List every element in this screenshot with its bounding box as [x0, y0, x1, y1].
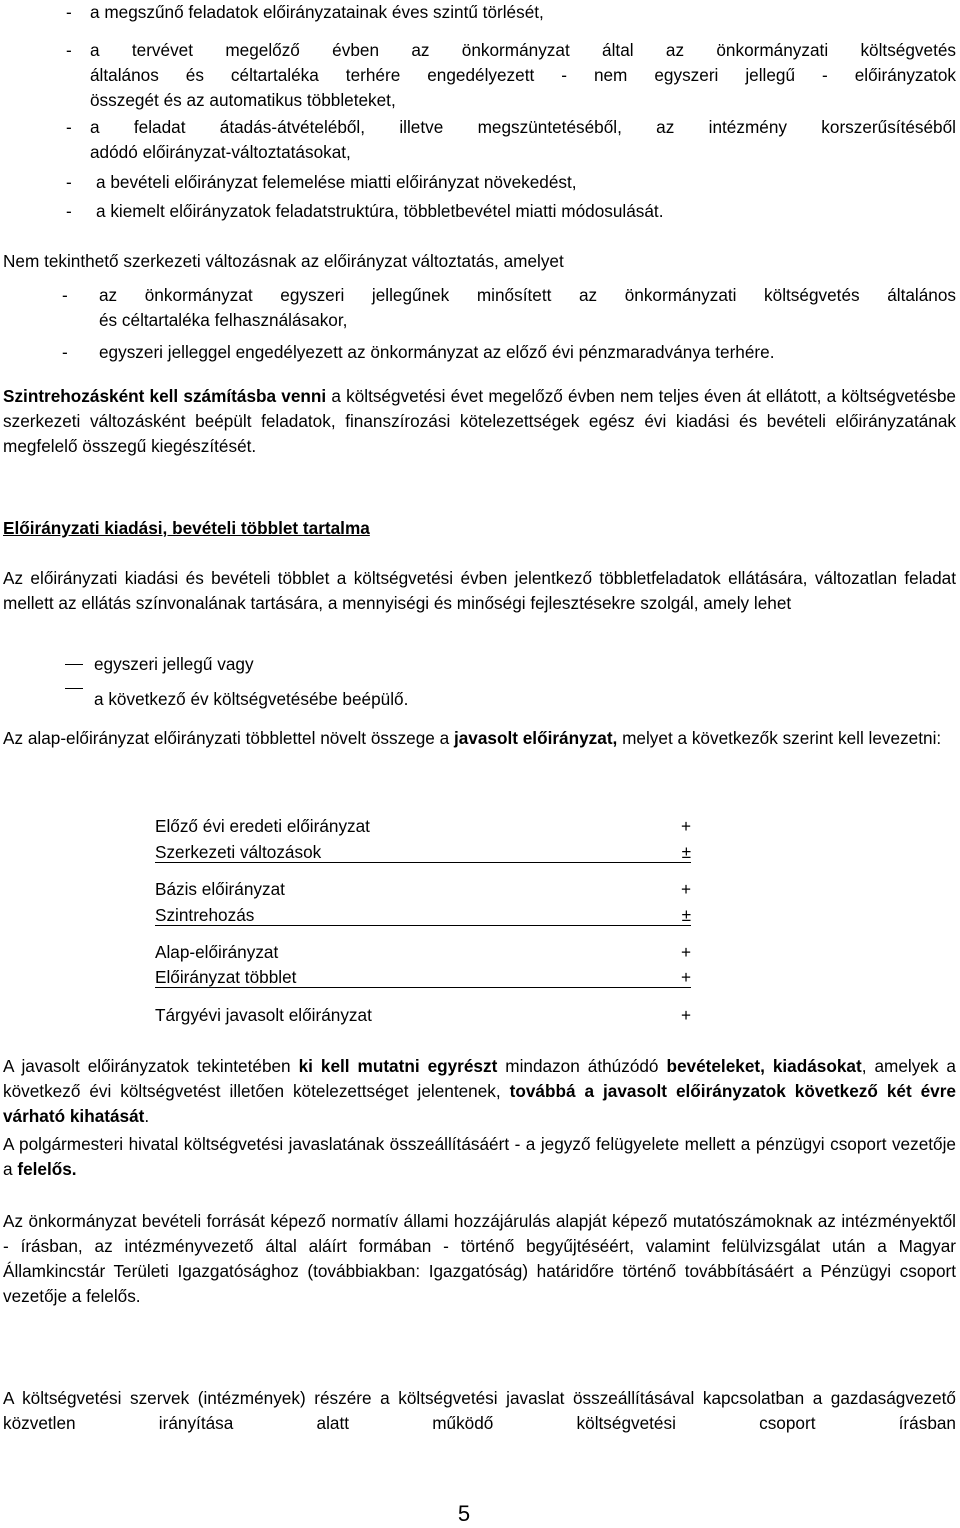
javasolt-bold: továbbá a javasolt előirányzatok következő két évre várható kihatását: [3, 1081, 956, 1126]
paragraph-polgarmesteri: [3, 1132, 956, 1182]
list-item: az önkormányzat egyszeri jellegűnek minősített az önkormányzati költségvetés általános: [99, 285, 956, 305]
javasolt-text: , amelyek a következő évi költségvetést illetően kötelezettséget jelentenek,: [3, 1056, 956, 1101]
list-item-dash: -: [66, 201, 72, 221]
list-item: a kiemelt előirányzatok feladatstruktúra, többletbevétel miatti módosulását.: [96, 201, 664, 221]
calc-label: Tárgyévi javasolt előirányzat: [155, 1005, 372, 1025]
list-item-line: összegét és az automatikus többleteket,: [90, 90, 396, 110]
page-number: 5: [457, 1501, 471, 1526]
calc-label: Előirányzat többlet: [155, 967, 297, 987]
szintrehozas-text: a költségvetési évet megelőző évben nem teljes éven át ellátott, a költségvetésbe szerkezeti változásként beépült feladatok, finanszírozási kötelezettségek egész évi kiadási és bevételi előirányzatának megfelelő összegű kiegészítését.: [3, 386, 956, 456]
list-item-dash: [65, 688, 83, 689]
list-item: egyszeri jelleggel engedélyezett az önkormányzat az előző évi pénzmaradványa terhére.: [99, 342, 775, 362]
list-item: a feladat átadás-átvételéből, illetve megszüntetéséből, az intézmény korszerűsítéséből: [90, 117, 956, 137]
calc-operator: ±: [681, 905, 691, 925]
calc-label: Szintrehozás: [155, 905, 255, 925]
list-item-dash: [65, 664, 83, 665]
paragraph-szervek: A költségvetési szervek (intézmények) részére a költségvetési javaslat összeállításával kapcsolatban a gazdaságvezető közvetlen irányítása alatt működő költségvetési csoport írásban: [3, 1388, 956, 1433]
calc-row: [155, 940, 691, 965]
list-item-line: általános és céltartaléka terhére engedélyezett - nem egyszeri jellegű - előirányzatok: [90, 65, 956, 85]
calc-row: [155, 877, 691, 902]
paragraph-szintrehozas: [3, 384, 956, 459]
calc-label: Előző évi eredeti előirányzat: [155, 816, 370, 836]
list-item: a tervévet megelőző évben az önkormányzat által az önkormányzati költségvetés: [90, 40, 956, 60]
list-item-dash: -: [66, 117, 72, 137]
javasolt-text: A javasolt előirányzatok tekintetében: [3, 1056, 299, 1076]
list-item: a bevételi előirányzat felemelése miatti előirányzat növekedést,: [96, 172, 577, 192]
alap-bold: javasolt előirányzat,: [453, 728, 618, 748]
calc-row: [155, 965, 691, 988]
javasolt-bold: bevételeket, kiadásokat: [666, 1056, 862, 1076]
calc-row: [155, 903, 691, 926]
polgarmesteri-bold: felelős.: [17, 1159, 77, 1179]
calc-operator: ±: [681, 842, 691, 862]
calc-operator: +: [680, 942, 691, 962]
paragraph-bevetel: Az önkormányzat bevételi forrását képező normatív állami hozzájárulás alapját képező mutatószámoknak az intézményektől - írásban, az intézményvezető által aláírt formában - történő begyűjtéséért, valamint felülvizsgálat után a Magyar Államkincstár Területi Igazgatósághoz (továbbiakban: Igazgatóság) határidőre történő továbbításáért a Pénzügyi csoport vezetője a felelős.: [3, 1211, 956, 1306]
list-item: egyszeri jellegű vagy: [94, 654, 254, 674]
paragraph-elo-kiadasi: Az előirányzati kiadási és bevételi többlet a költségvetési évben jelentkező többletfeladatok ellátására, változatlan feladat mellett az ellátás színvonalának tartására, a mennyiségi és minőségi fejlesztésekre szolgál, amely lehet: [3, 568, 956, 613]
list-item-dash: -: [62, 285, 68, 305]
section-heading: Előirányzati kiadási, bevételi többlet tartalma: [3, 518, 370, 538]
calc-label: Szerkezeti változások: [155, 842, 322, 862]
calc-operator: +: [680, 967, 691, 987]
list-item-dash: -: [66, 40, 72, 60]
calc-operator: +: [680, 816, 691, 836]
list-item-dash: -: [62, 342, 68, 362]
calc-operator: +: [680, 1005, 691, 1025]
list-item: a következő év költségvetésébe beépülő.: [94, 689, 409, 709]
paragraph-javasolt: [3, 1054, 956, 1129]
calc-label: Alap-előirányzat: [155, 942, 279, 962]
calc-label: Bázis előirányzat: [155, 879, 285, 899]
alap-text-pre: Az alap-előirányzat előirányzati többlettel növelt összege a: [3, 728, 454, 748]
paragraph-nem-tekintheto: Nem tekinthető szerkezeti változásnak az előirányzat változtatás, amelyet: [3, 251, 564, 271]
calc-operator: +: [680, 879, 691, 899]
paragraph-alap: [3, 726, 956, 751]
alap-text-post: melyet a következők szerint kell levezetni:: [617, 728, 942, 748]
list-item-line: és céltartaléka felhasználásakor,: [99, 310, 348, 330]
calc-row: [155, 840, 691, 863]
calc-row: [155, 814, 691, 839]
javasolt-text: mindazon áthúzódó: [497, 1056, 667, 1076]
javasolt-text: .: [144, 1106, 150, 1126]
calc-row: [155, 1003, 691, 1028]
javasolt-bold: ki kell mutatni egyrészt: [298, 1056, 498, 1076]
polgarmesteri-text: A polgármesteri hivatal költségvetési javaslatának összeállításáért - a jegyző felügyelete mellett a pénzügyi csoport vezetője a: [3, 1134, 956, 1179]
szintrehozas-bold: Szintrehozásként kell számításba venni: [3, 386, 327, 406]
list-item-line: adódó előirányzat-változtatásokat,: [90, 142, 351, 162]
list-item-dash: -: [66, 2, 72, 22]
list-item-dash: -: [66, 172, 72, 192]
list-item: a megszűnő feladatok előirányzatainak éves szintű törlését,: [90, 2, 544, 22]
